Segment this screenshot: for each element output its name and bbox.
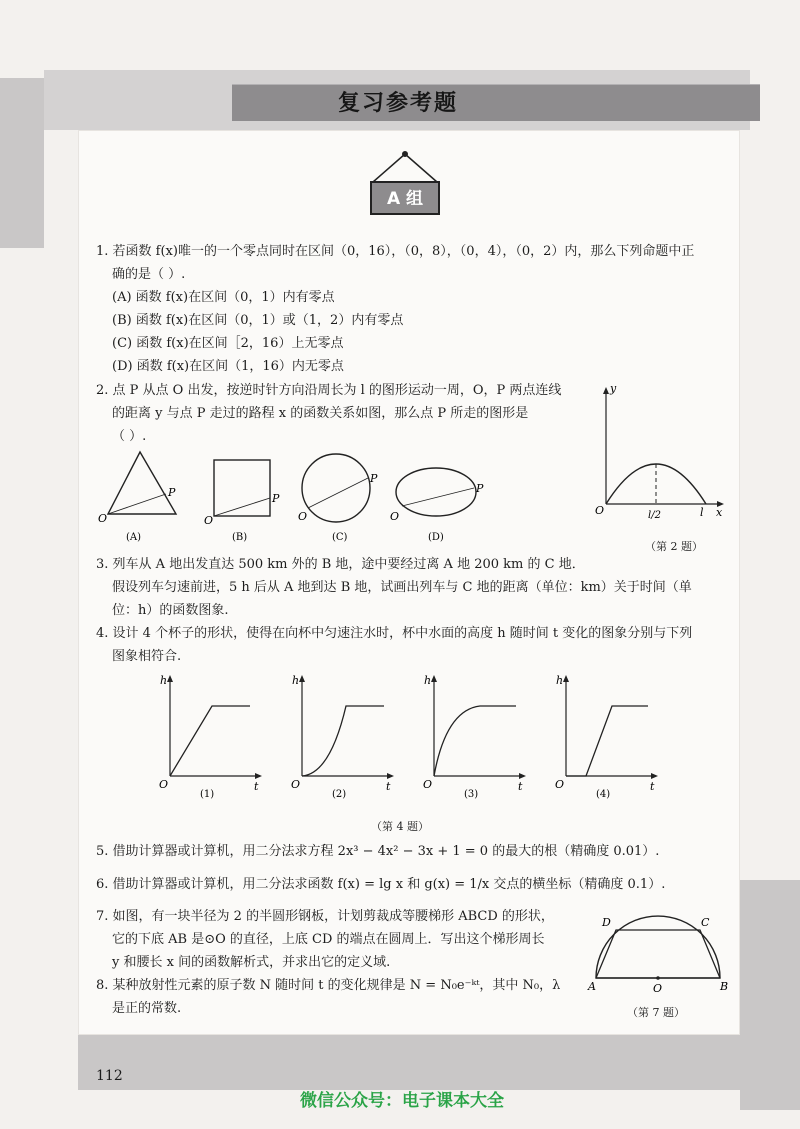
q8-line-2: 是正的常数. [112, 1001, 182, 1016]
q4-g3-o: O [423, 778, 433, 791]
q7-line-2: 它的下底 AB 是⊙O 的直径，上底 CD 的端点在圆周上．写出这个梯形周长 [112, 932, 545, 947]
question-8 [96, 974, 596, 1020]
decor-band-left [0, 78, 44, 248]
q2-label-a: (A) [126, 532, 142, 543]
q4-graph-3 [423, 674, 526, 800]
question-6 [96, 873, 736, 896]
q4-g2-h: h [292, 674, 300, 687]
q7-caption: （第 7 题） [627, 1006, 685, 1019]
q4-line-2: 图象相符合. [112, 649, 182, 664]
q1-option-b: (B) 函数 f(x)在区间（0，1）或（1，2）内有零点 [112, 313, 404, 328]
decor-band-right [740, 880, 800, 1110]
q2-line-1: 2. 点 P 从点 O 出发，按逆时针方向沿周长为 l 的图形运动一周，O，P 两点连线 [96, 383, 562, 398]
q4-g2-label: (2) [332, 789, 347, 800]
q2-graph-curve [606, 464, 706, 504]
q7-line-1: 7. 如图，有一块半径为 2 的半圆形钢板，计划剪裁成等腰梯形 ABCD 的形状， [96, 909, 554, 924]
q3-line-3: 位：h）的函数图象. [112, 603, 229, 618]
q1-option-c: (C) 函数 f(x)在区间［2，16）上无零点 [112, 336, 344, 351]
question-1 [96, 240, 736, 378]
q1-stem-1: 1. 若函数 f(x)唯一的一个零点同时在区间（0，16），（0，8），（0，4），（0，2）内，那么下列命题中正 [96, 244, 695, 259]
q2-graph-origin: O [595, 504, 605, 517]
q4-graph-4 [555, 674, 658, 800]
q4-graphs-figure [150, 670, 670, 804]
q4-g4-o: O [555, 778, 565, 791]
q2-d-pt-o: O [390, 510, 400, 523]
q2-circle-shape [302, 454, 370, 522]
q4-g2-o: O [291, 778, 301, 791]
q2-line-2: 的距离 y 与点 P 走过的路程 x 的函数关系如图，那么点 P 所走的图形是 [112, 406, 529, 421]
q2-graph-x-label: x [716, 506, 723, 519]
q7-label-c: C [701, 916, 710, 929]
q1-stem-2: 确的是（ ）. [112, 267, 186, 282]
question-3 [96, 553, 736, 622]
q2-b-pt-p: P [272, 492, 280, 505]
group-badge: A 组 [370, 181, 440, 215]
q1-option-a: (A) 函数 f(x)在区间（0，1）内有零点 [112, 290, 335, 305]
q4-g1-label: (1) [200, 789, 215, 800]
q2-graph-l: l [700, 506, 704, 519]
q4-g3-h: h [424, 674, 432, 687]
q2-c-pt-o: O [298, 510, 308, 523]
q7-line-3: y 和腰长 x 间的函数解析式，并求出它的定义域. [112, 955, 391, 970]
q4-g1-h: h [160, 674, 168, 687]
q2-graph-y-label: y [610, 382, 617, 395]
q4-g1-o: O [159, 778, 169, 791]
q7-label-o: O [653, 982, 663, 995]
q4-g4-t: t [650, 780, 655, 793]
q4-graph-1 [159, 674, 262, 800]
q2-graph [592, 380, 732, 528]
q4-g1-t: t [254, 780, 259, 793]
q2-triangle-shape [108, 452, 176, 514]
q2-ellipse-shape [396, 468, 476, 516]
q4-graph-2 [291, 674, 394, 800]
page-number: 112 [96, 1068, 123, 1084]
question-4 [96, 622, 736, 668]
title-bar [232, 84, 760, 121]
question-7 [96, 905, 596, 974]
q2-a-pt-o: O [98, 512, 108, 525]
q2-shapes-figure [96, 448, 506, 548]
q2-label-d: (D) [428, 532, 444, 543]
q2-label-c: (C) [332, 532, 348, 543]
q7-label-a: A [588, 980, 596, 993]
q2-a-pt-p: P [168, 486, 176, 499]
q2-b-pt-o: O [204, 514, 214, 527]
q4-caption: （第 4 题） [371, 820, 429, 833]
q2-label-b: (B) [232, 532, 248, 543]
q6-text: 6. 借助计算器或计算机，用二分法求函数 f(x) = lg x 和 g(x) = 1/x 交点的横坐标（精确度 0.1）. [96, 877, 666, 892]
q2-d-pt-p: P [476, 482, 484, 495]
question-2 [96, 379, 596, 448]
decor-band-bottom [78, 1035, 740, 1090]
q2-graph-half: l/2 [648, 510, 661, 521]
q1-option-d: (D) 函数 f(x)在区间（1，16）内无零点 [112, 359, 344, 374]
q4-g3-t: t [518, 780, 523, 793]
q4-g4-h: h [556, 674, 564, 687]
q4-g3-label: (3) [464, 789, 479, 800]
q2-line-3: （ ）. [112, 429, 147, 444]
q8-line-1: 8. 某种放射性元素的原子数 N 随时间 t 的变化规律是 N = N₀e⁻ᵏᵗ，其中 N₀，λ [96, 978, 561, 993]
q7-label-d: D [602, 916, 611, 929]
q2-caption: （第 2 题） [645, 540, 703, 553]
watermark-text: 微信公众号：电子课本大全 [300, 1091, 504, 1111]
q4-line-1: 4. 设计 4 个杯子的形状，使得在向杯中匀速注水时，杯中水面的高度 h 随时间 t 变化的图象分别与下列 [96, 626, 693, 641]
q4-g4-label: (4) [596, 789, 611, 800]
q5-text: 5. 借助计算器或计算机，用二分法求方程 2x³ − 4x² − 3x + 1 = 0 的最大的根（精确度 0.01）. [96, 844, 660, 859]
q7-figure [586, 906, 736, 996]
q7-trapezoid [596, 930, 720, 978]
q3-line-2: 假设列车匀速前进，5 h 后从 A 地到达 B 地，试画出列车与 C 地的距离（单位：km）关于时间（单 [112, 580, 692, 595]
q3-line-1: 3. 列车从 A 地出发直达 500 km 外的 B 地，途中要经过离 A 地 200 km 的 C 地． [96, 557, 585, 572]
q2-c-pt-p: P [370, 472, 378, 485]
page-title: 复习参考题 [338, 91, 459, 116]
q7-label-b: B [720, 980, 729, 993]
q4-g2-t: t [386, 780, 391, 793]
question-5 [96, 840, 736, 863]
q2-square-shape [214, 460, 270, 516]
